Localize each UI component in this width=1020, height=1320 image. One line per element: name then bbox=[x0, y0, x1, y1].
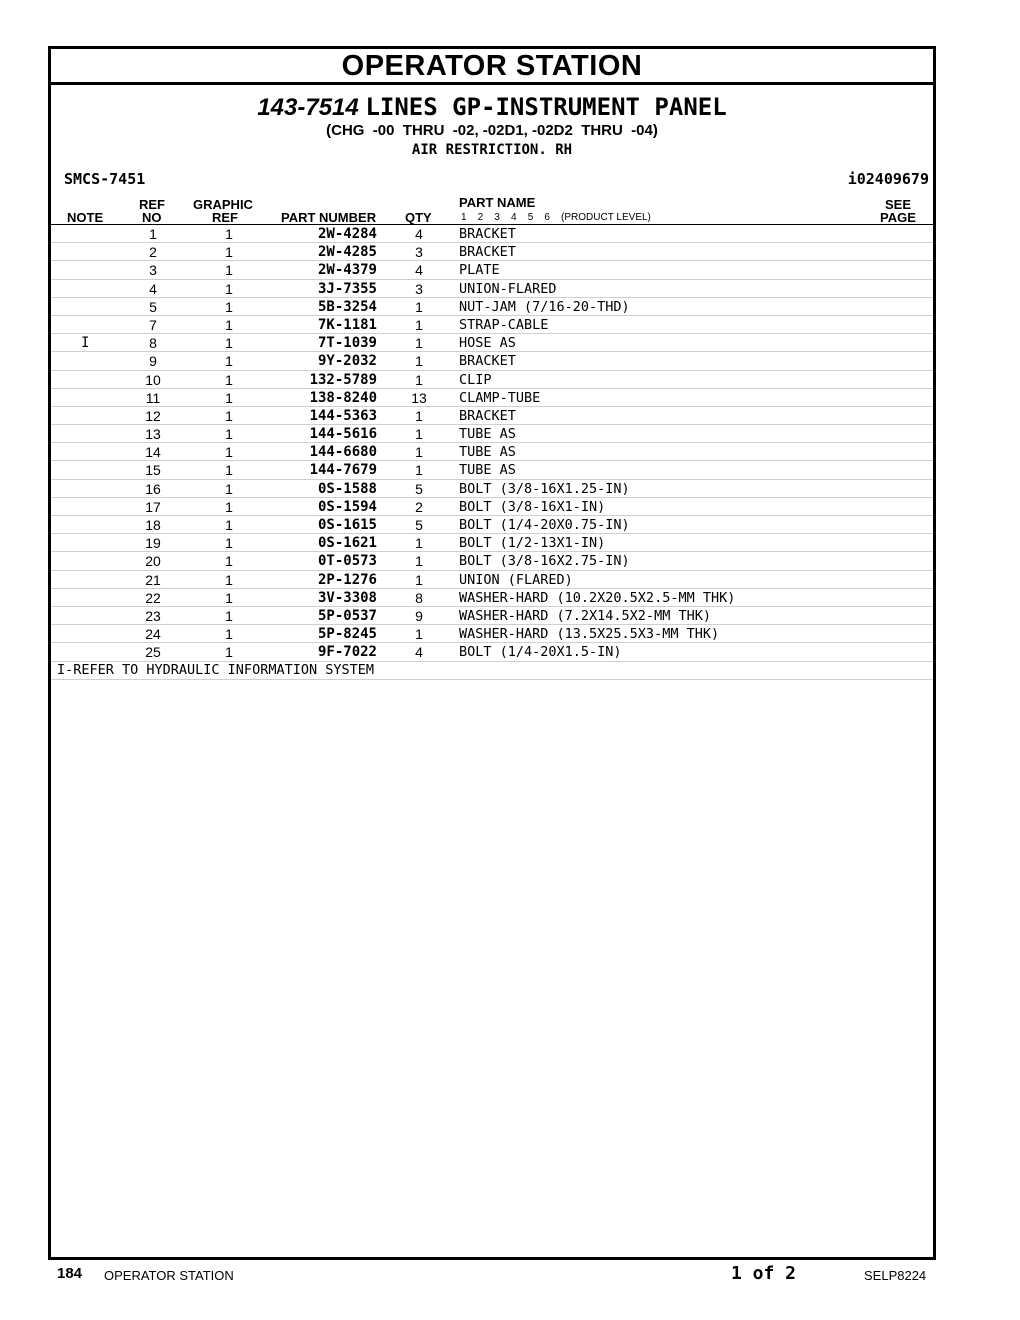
part-name-cell: WASHER-HARD (13.5X25.5X3-MM THK) bbox=[459, 626, 720, 643]
change-level: (CHG -00 THRU -02, -02D1, -02D2 THRU -04) bbox=[326, 122, 658, 139]
ref-no-cell: 22 bbox=[145, 589, 161, 606]
graphic-ref-cell: 1 bbox=[225, 535, 233, 552]
graphic-ref-cell: 1 bbox=[225, 407, 233, 424]
illustration-id: i02409679 bbox=[847, 170, 929, 188]
part-number-cell: 0S-1621 bbox=[317, 535, 377, 552]
table-row bbox=[51, 334, 933, 352]
part-number-cell: 0S-1588 bbox=[317, 480, 377, 497]
footer-section: OPERATOR STATION bbox=[104, 1268, 234, 1283]
ref-no-cell: 24 bbox=[145, 626, 161, 643]
qty-cell: 4 bbox=[415, 226, 423, 242]
part-number-cell: 0T-0573 bbox=[317, 553, 377, 570]
graphic-ref-cell: 1 bbox=[225, 444, 233, 461]
part-name-cell: BRACKET bbox=[459, 244, 516, 261]
ref-no-cell: 17 bbox=[145, 498, 161, 515]
part-name-cell: BRACKET bbox=[459, 226, 516, 242]
table-row bbox=[51, 243, 933, 261]
part-name-cell: CLIP bbox=[459, 371, 492, 388]
col-see-bottom: PAGE bbox=[880, 210, 916, 225]
table-row bbox=[51, 498, 933, 516]
part-number-cell: 132-5789 bbox=[309, 371, 377, 388]
part-number-cell: 5B-3254 bbox=[317, 298, 377, 315]
ref-no-cell: 23 bbox=[145, 607, 161, 624]
table-row bbox=[51, 407, 933, 425]
page-of: 1 of 2 bbox=[731, 1263, 797, 1284]
col-product-levels: 1 2 3 4 5 6 (PRODUCT LEVEL) bbox=[461, 212, 651, 223]
part-number-cell: 7K-1181 bbox=[317, 316, 377, 333]
qty-cell: 5 bbox=[415, 480, 423, 497]
ref-no-cell: 15 bbox=[145, 462, 161, 479]
ref-no-cell: 3 bbox=[149, 262, 157, 279]
page-frame bbox=[48, 46, 936, 1260]
graphic-ref-cell: 1 bbox=[225, 607, 233, 624]
footnote: I-REFER TO HYDRAULIC INFORMATION SYSTEM bbox=[51, 662, 933, 680]
table-row bbox=[51, 461, 933, 479]
ref-no-cell: 20 bbox=[145, 553, 161, 570]
part-number-cell: 144-5363 bbox=[309, 407, 377, 424]
graphic-ref-cell: 1 bbox=[225, 316, 233, 333]
part-number-cell: 3J-7355 bbox=[317, 280, 377, 297]
graphic-ref-cell: 1 bbox=[225, 553, 233, 570]
qty-cell: 3 bbox=[415, 244, 423, 261]
part-name-cell: BOLT (3/8-16X1-IN) bbox=[459, 498, 606, 515]
part-number-cell: 144-7679 bbox=[309, 462, 377, 479]
qty-cell: 3 bbox=[415, 280, 423, 297]
part-number-cell: 3V-3308 bbox=[317, 589, 377, 606]
qty-cell: 1 bbox=[415, 626, 423, 643]
table-row bbox=[51, 625, 933, 643]
table-row bbox=[51, 298, 933, 316]
ref-no-cell: 2 bbox=[149, 244, 157, 261]
ref-no-cell: 18 bbox=[145, 517, 161, 533]
ref-no-cell: 21 bbox=[145, 571, 161, 588]
ref-no-cell: 10 bbox=[145, 371, 161, 388]
restriction: AIR RESTRICTION. RH bbox=[411, 142, 573, 158]
qty-cell: 4 bbox=[415, 644, 423, 661]
col-part-name: PART NAME bbox=[459, 195, 536, 210]
ref-no-cell: 14 bbox=[145, 444, 161, 461]
qty-cell: 1 bbox=[415, 371, 423, 388]
graphic-ref-cell: 1 bbox=[225, 462, 233, 479]
section-title: OPERATOR STATION bbox=[51, 49, 933, 85]
part-number-cell: 0S-1594 bbox=[317, 498, 377, 515]
graphic-ref-cell: 1 bbox=[225, 571, 233, 588]
graphic-ref-cell: 1 bbox=[225, 589, 233, 606]
ref-no-cell: 1 bbox=[149, 226, 157, 242]
graphic-ref-cell: 1 bbox=[225, 498, 233, 515]
part-name-cell: WASHER-HARD (7.2X14.5X2-MM THK) bbox=[459, 607, 711, 624]
graphic-ref-cell: 1 bbox=[225, 244, 233, 261]
qty-cell: 13 bbox=[411, 389, 427, 406]
note-cell: I bbox=[81, 335, 90, 352]
part-number-cell: 9Y-2032 bbox=[317, 353, 377, 370]
part-number-cell: 2W-4284 bbox=[317, 226, 377, 242]
table-row bbox=[51, 225, 933, 243]
table-row bbox=[51, 480, 933, 498]
table-row bbox=[51, 443, 933, 461]
group-name: LINES GP-INSTRUMENT PANEL bbox=[365, 93, 727, 121]
ref-no-cell: 16 bbox=[145, 480, 161, 497]
qty-cell: 8 bbox=[415, 589, 423, 606]
graphic-ref-cell: 1 bbox=[225, 480, 233, 497]
col-qty: QTY bbox=[405, 210, 432, 225]
table-row bbox=[51, 552, 933, 570]
part-name-cell: BOLT (3/8-16X1.25-IN) bbox=[459, 480, 630, 497]
graphic-ref-cell: 1 bbox=[225, 262, 233, 279]
part-name-cell: BOLT (1/4-20X1.5-IN) bbox=[459, 644, 622, 661]
part-number-cell: 0S-1615 bbox=[317, 517, 377, 533]
table-row bbox=[51, 280, 933, 298]
part-name-cell: BRACKET bbox=[459, 407, 516, 424]
group-number: 143-7514 bbox=[257, 94, 359, 121]
ref-no-cell: 13 bbox=[145, 426, 161, 443]
part-name-cell: WASHER-HARD (10.2X20.5X2.5-MM THK) bbox=[459, 589, 736, 606]
part-number-cell: 138-8240 bbox=[309, 389, 377, 406]
group-title bbox=[51, 93, 933, 122]
table-row bbox=[51, 516, 933, 534]
part-name-cell: NUT-JAM (7/16-20-THD) bbox=[459, 298, 630, 315]
part-name-cell: CLAMP-TUBE bbox=[459, 389, 541, 406]
parts-table bbox=[51, 225, 933, 680]
graphic-ref-cell: 1 bbox=[225, 389, 233, 406]
graphic-ref-cell: 1 bbox=[225, 298, 233, 315]
table-row bbox=[51, 261, 933, 279]
qty-cell: 9 bbox=[415, 607, 423, 624]
qty-cell: 2 bbox=[415, 498, 423, 515]
ref-no-cell: 11 bbox=[145, 389, 161, 406]
qty-cell: 1 bbox=[415, 426, 423, 443]
ref-no-cell: 19 bbox=[145, 535, 161, 552]
qty-cell: 1 bbox=[415, 316, 423, 333]
part-number-cell: 7T-1039 bbox=[317, 335, 377, 352]
ref-no-cell: 12 bbox=[145, 407, 161, 424]
part-number-cell: 2W-4379 bbox=[317, 262, 377, 279]
ref-no-cell: 7 bbox=[149, 316, 157, 333]
graphic-ref-cell: 1 bbox=[225, 626, 233, 643]
qty-cell: 5 bbox=[415, 517, 423, 533]
table-row bbox=[51, 589, 933, 607]
qty-cell: 1 bbox=[415, 353, 423, 370]
part-name-cell: HOSE AS bbox=[459, 335, 516, 352]
part-name-cell: UNION-FLARED bbox=[459, 280, 557, 297]
ref-no-cell: 4 bbox=[149, 280, 157, 297]
graphic-ref-cell: 1 bbox=[225, 517, 233, 533]
ref-no-cell: 5 bbox=[149, 298, 157, 315]
qty-cell: 1 bbox=[415, 553, 423, 570]
part-name-cell: TUBE AS bbox=[459, 462, 516, 479]
qty-cell: 1 bbox=[415, 298, 423, 315]
col-ref-top: REF bbox=[139, 197, 165, 212]
table-row bbox=[51, 371, 933, 389]
part-name-cell: BOLT (1/2-13X1-IN) bbox=[459, 535, 606, 552]
qty-cell: 1 bbox=[415, 571, 423, 588]
graphic-ref-cell: 1 bbox=[225, 280, 233, 297]
part-number-cell: 5P-0537 bbox=[317, 607, 377, 624]
smcs-code: SMCS-7451 bbox=[64, 170, 146, 188]
qty-cell: 1 bbox=[415, 444, 423, 461]
ref-no-cell: 8 bbox=[149, 335, 157, 352]
graphic-ref-cell: 1 bbox=[225, 353, 233, 370]
part-number-cell: 2P-1276 bbox=[317, 571, 377, 588]
part-name-cell: BOLT (1/4-20X0.75-IN) bbox=[459, 517, 630, 533]
part-number-cell: 5P-8245 bbox=[317, 626, 377, 643]
ref-no-cell: 25 bbox=[145, 644, 161, 661]
qty-cell: 1 bbox=[415, 335, 423, 352]
qty-cell: 1 bbox=[415, 407, 423, 424]
part-number-cell: 144-6680 bbox=[309, 444, 377, 461]
part-name-cell: UNION (FLARED) bbox=[459, 571, 573, 588]
part-number-cell: 9F-7022 bbox=[317, 644, 377, 661]
ref-no-cell: 9 bbox=[149, 353, 157, 370]
graphic-ref-cell: 1 bbox=[225, 644, 233, 661]
col-graphic-bottom: REF bbox=[212, 210, 238, 225]
col-note: NOTE bbox=[67, 210, 104, 225]
col-graphic-top: GRAPHIC bbox=[193, 197, 253, 212]
qty-cell: 1 bbox=[415, 462, 423, 479]
part-name-cell: BRACKET bbox=[459, 353, 516, 370]
part-number-cell: 2W-4285 bbox=[317, 244, 377, 261]
qty-cell: 4 bbox=[415, 262, 423, 279]
table-row bbox=[51, 352, 933, 370]
col-part-number: PART NUMBER bbox=[281, 210, 377, 225]
graphic-ref-cell: 1 bbox=[225, 226, 233, 242]
table-row bbox=[51, 571, 933, 589]
table-row bbox=[51, 607, 933, 625]
col-see-top: SEE bbox=[885, 197, 912, 212]
table-row bbox=[51, 425, 933, 443]
table-row bbox=[51, 643, 933, 661]
qty-cell: 1 bbox=[415, 535, 423, 552]
publication-number: SELP8224 bbox=[864, 1268, 927, 1283]
part-name-cell: TUBE AS bbox=[459, 444, 516, 461]
part-name-cell: BOLT (3/8-16X2.75-IN) bbox=[459, 553, 630, 570]
table-row bbox=[51, 534, 933, 552]
page-number: 184 bbox=[57, 1265, 83, 1282]
part-name-cell: PLATE bbox=[459, 262, 500, 279]
col-ref-bottom: NO bbox=[142, 210, 162, 225]
graphic-ref-cell: 1 bbox=[225, 371, 233, 388]
table-header bbox=[51, 192, 933, 225]
graphic-ref-cell: 1 bbox=[225, 335, 233, 352]
part-name-cell: STRAP-CABLE bbox=[459, 316, 549, 333]
part-name-cell: TUBE AS bbox=[459, 426, 516, 443]
table-row bbox=[51, 389, 933, 407]
table-row bbox=[51, 316, 933, 334]
graphic-ref-cell: 1 bbox=[225, 426, 233, 443]
part-number-cell: 144-5616 bbox=[309, 426, 377, 443]
